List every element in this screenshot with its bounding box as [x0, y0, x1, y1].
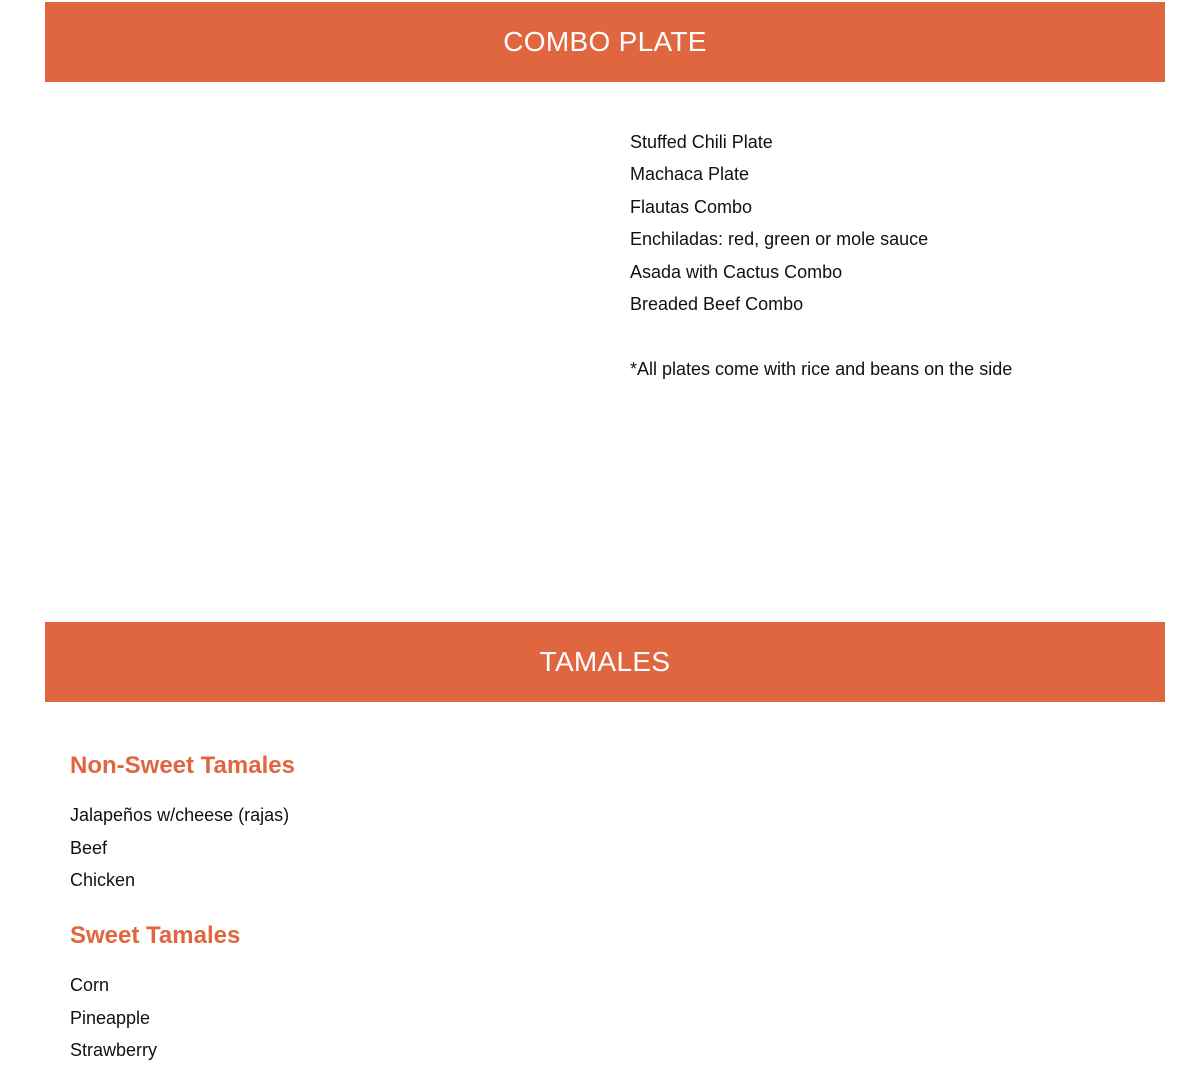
combo-plate-note: *All plates come with rice and beans on the side: [630, 359, 1013, 379]
list-item: Corn: [70, 975, 110, 995]
list-item: Strawberry: [70, 1040, 158, 1060]
combo-plate-title: COMBO PLATE: [503, 26, 707, 57]
list-item: Enchiladas: red, green or mole sauce: [630, 229, 929, 250]
tamales-banner: [45, 622, 1165, 702]
combo-plate-list: [630, 126, 928, 320]
list-item: Jalapeños w/cheese (rajas): [70, 805, 290, 825]
tamales-title: TAMALES: [539, 646, 671, 677]
non-sweet-tamales-list: [70, 799, 289, 897]
non-sweet-tamales-heading: Non-Sweet Tamales: [70, 752, 295, 779]
sweet-tamales-list: [70, 969, 157, 1067]
list-item: Breaded Beef Combo: [630, 293, 804, 314]
combo-plate-banner: [45, 2, 1165, 82]
list-item: Asada with Cactus Combo: [630, 261, 843, 282]
list-item: Machaca Plate: [630, 164, 750, 185]
list-item: Chicken: [70, 870, 136, 890]
list-item: Pineapple: [70, 1007, 151, 1028]
sweet-tamales-heading: Sweet Tamales: [70, 922, 241, 949]
list-item: Flautas Combo: [630, 196, 753, 217]
list-item: Beef: [70, 837, 108, 858]
list-item: Stuffed Chili Plate: [630, 132, 773, 152]
